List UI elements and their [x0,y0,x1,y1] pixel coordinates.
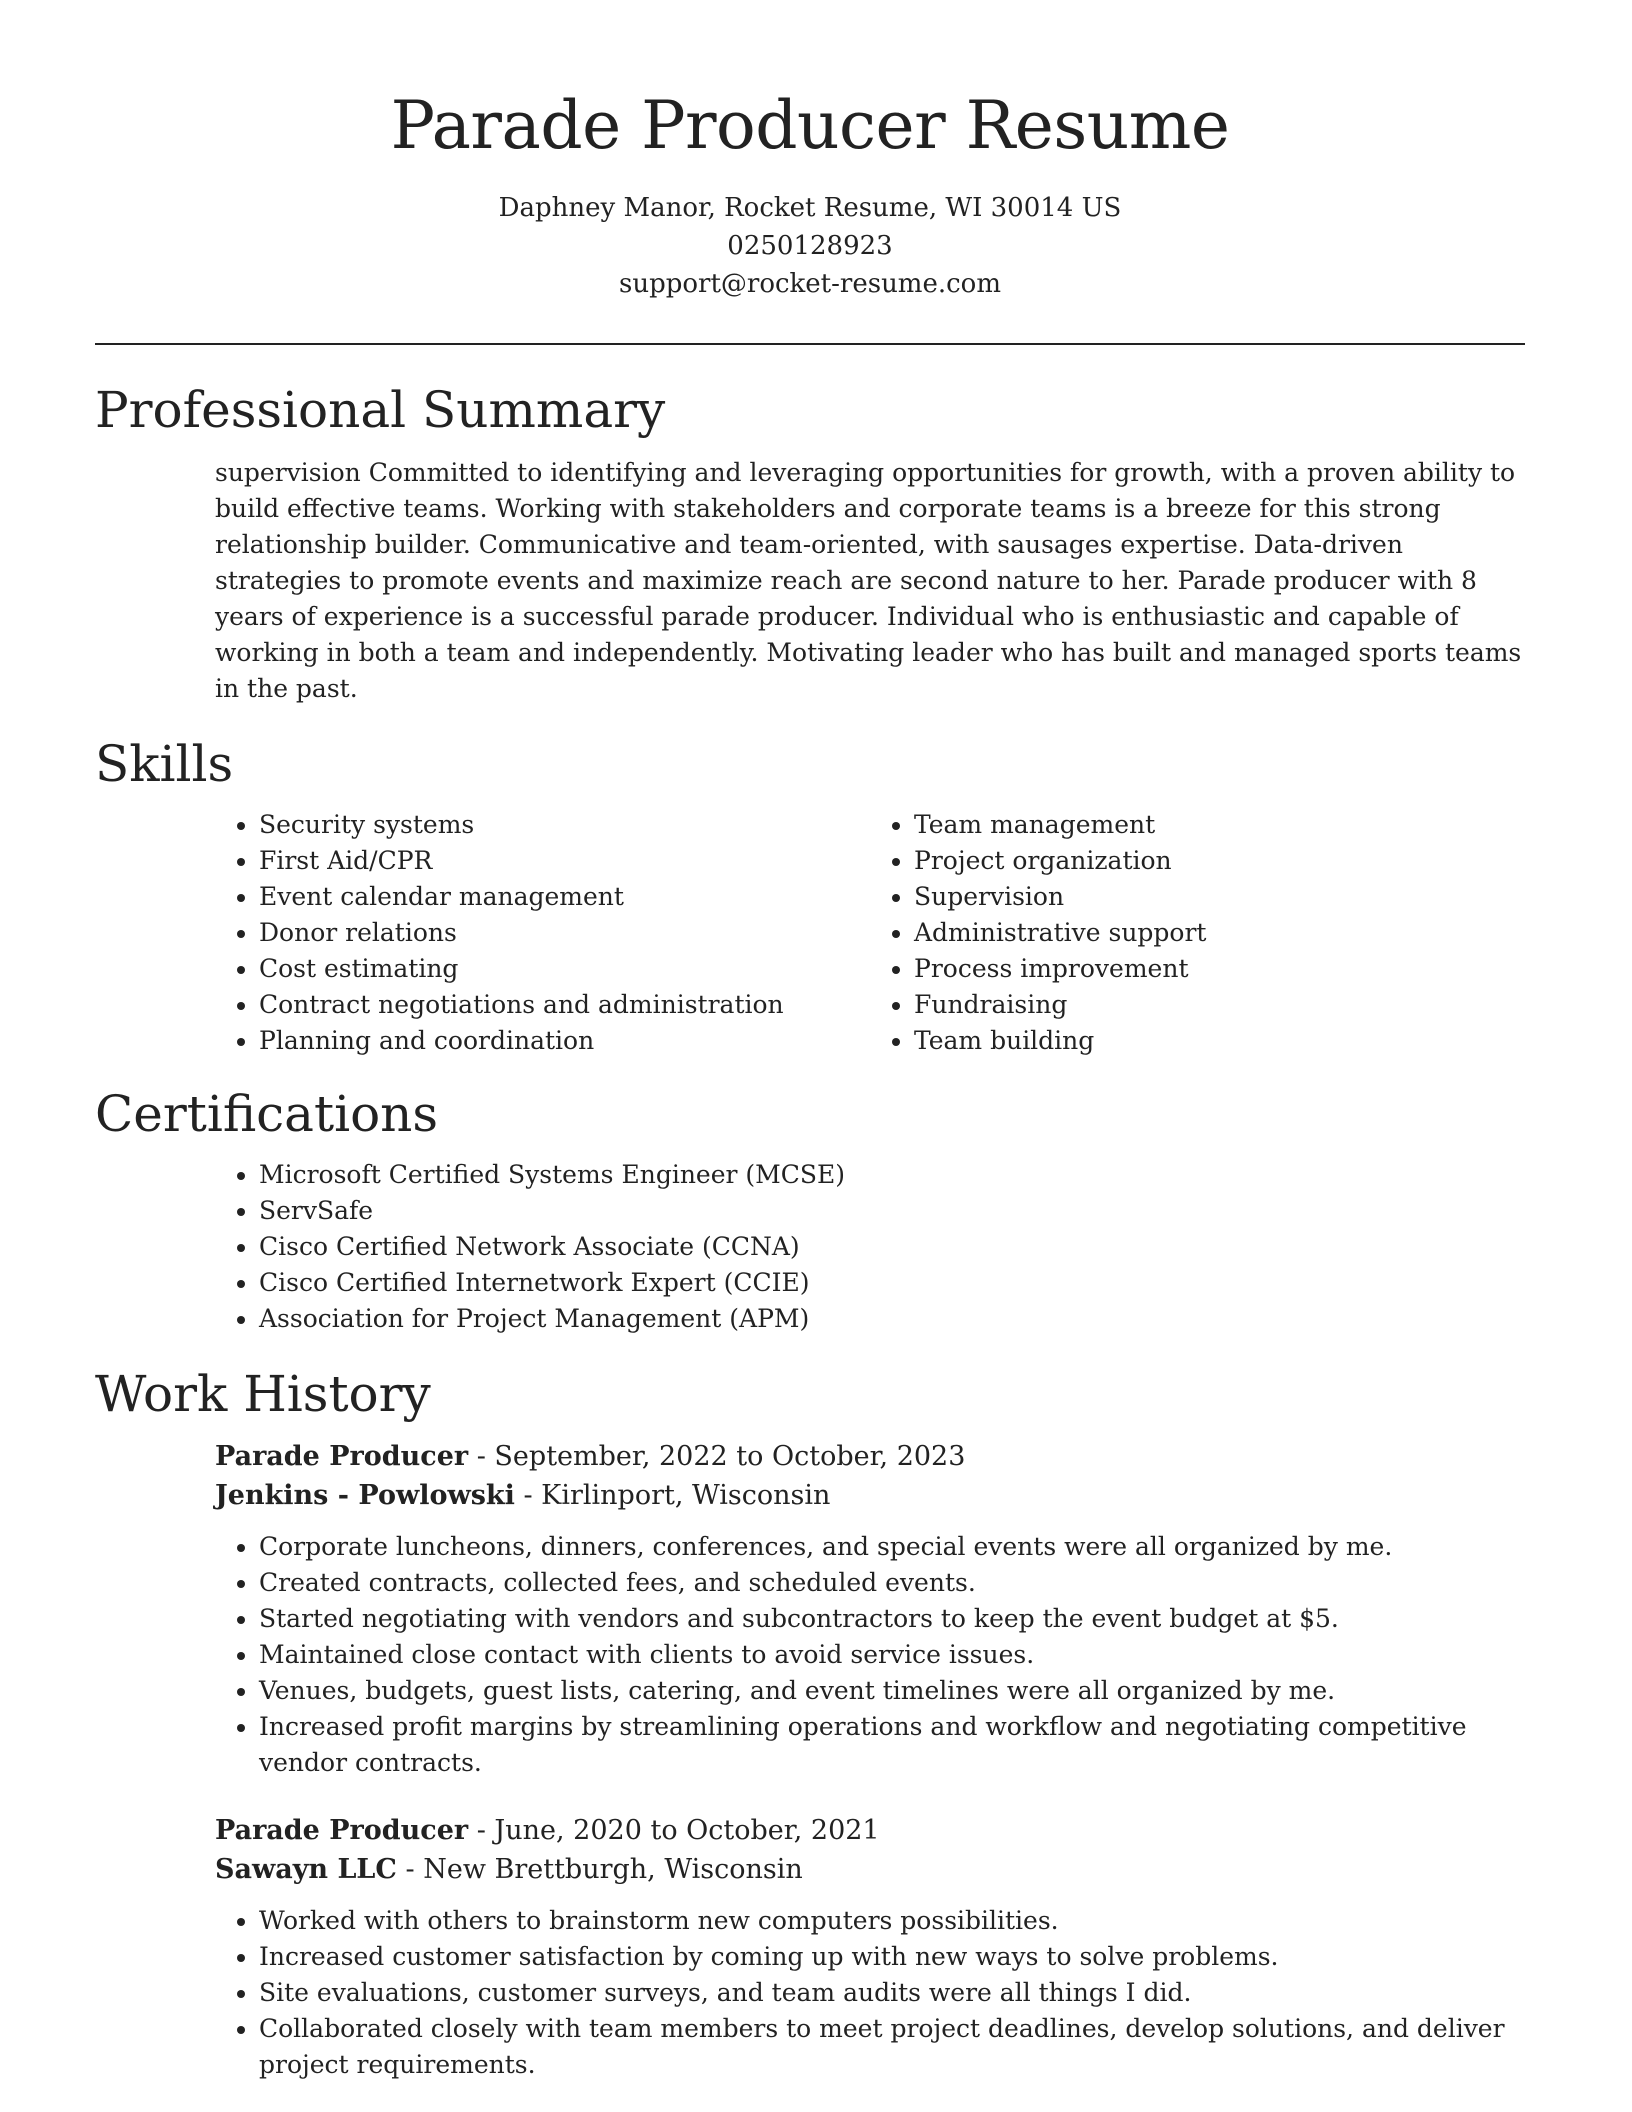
job-duty-item: • Worked with others to brainstorm new computers possibilities. [259,1903,1525,1939]
job-location: - New Brettburgh, Wisconsin [396,1854,803,1885]
job-company-line [215,1476,1525,1515]
job-dates: - September, 2022 to October, 2023 [468,1441,966,1472]
contact-email: support@rocket-resume.com [618,269,1001,299]
contact-address: Daphney Manor, Rocket Resume, WI 30014 US [498,193,1122,223]
header-divider [95,343,1525,345]
job-duty-item: • Venues, budgets, guest lists, catering, and event timelines were all organized by me. [259,1673,1525,1709]
job-entry [215,1811,1525,2083]
certification-item: • ServSafe [259,1193,1525,1229]
skills-list-right [870,807,1525,1059]
work-history-heading: Work History [95,1365,431,1423]
resume-header [95,0,1525,303]
skill-item: • Event calendar management [259,879,870,915]
certifications-heading: Certifications [95,1085,439,1143]
contact-phone: 0250128923 [727,231,893,261]
skill-item: • Supervision [914,879,1525,915]
certification-item: • Cisco Certified Internetwork Expert (CCIE) [259,1265,1525,1301]
skills-heading: Skills [95,735,234,793]
certification-item: • Association for Project Management (APM) [259,1301,1525,1337]
certification-item: • Microsoft Certified Systems Engineer (MCSE) [259,1157,1525,1193]
work-history-section [95,1363,1525,2083]
job-title-line [215,1437,1525,1476]
job-dates: - June, 2020 to October, 2021 [468,1815,880,1846]
job-duty-item: • Started negotiating with vendors and subcontractors to keep the event budget at $5. [259,1601,1525,1637]
job-title: Parade Producer [215,1815,469,1846]
job-duty-item: • Increased customer satisfaction by coming up with new ways to solve problems. [259,1939,1525,1975]
resume-page [95,0,1525,2083]
skill-item: • Administrative support [914,915,1525,951]
contact-info [95,189,1525,303]
skill-item: • Process improvement [914,951,1525,987]
summary-section [95,379,1525,707]
skills-list-left [215,807,870,1059]
skill-item: • Team building [914,1023,1525,1059]
certifications-section [95,1083,1525,1337]
job-location: - Kirlinport, Wisconsin [514,1480,831,1511]
skills-columns [215,807,1525,1059]
job-duty-item: • Corporate luncheons, dinners, conferences, and special events were all organized by me. [259,1529,1525,1565]
job-company-line [215,1850,1525,1889]
page-title: Parade Producer Resume [390,87,1230,164]
skill-item: • Security systems [259,807,870,843]
job-duties-list [215,1529,1525,1781]
skill-item: • Contract negotiations and administration [259,987,870,1023]
skill-item: • Planning and coordination [259,1023,870,1059]
summary-heading: Professional Summary [95,381,666,439]
skill-item: • Team management [914,807,1525,843]
skills-section [95,733,1525,1059]
job-duty-item: • Increased profit margins by streamlining operations and workflow and negotiating competitive vendor contracts. [259,1709,1525,1781]
certification-item: • Cisco Certified Network Associate (CCNA) [259,1229,1525,1265]
job-title-line [215,1811,1525,1850]
certifications-list [215,1157,1525,1337]
skill-item: • Fundraising [914,987,1525,1023]
job-company: Sawayn LLC [215,1854,397,1885]
job-company: Jenkins - Powlowski [215,1480,515,1511]
job-title: Parade Producer [215,1441,469,1472]
job-duty-item: • Collaborated closely with team members to meet project deadlines, develop solutions, and deliver project requirements. [259,2011,1525,2083]
summary-text: supervision Committed to identifying and leveraging opportunities for growth, with a proven ability to build effective teams. Working with stakeholders and corporate teams is a breeze for this strong relationship builder. Communicative and team-oriented, with sausages expertise. Data-driven strategies to promote events and maximize reach are second nature to her. Parade producer with 8 years of experience is a successful parade producer. Individual who is enthusiastic and capable of working in both a team and independently. Motivating leader who has built and managed sports teams in the past. [215,458,1522,703]
job-duty-item: • Site evaluations, customer surveys, and team audits were all things I did. [259,1975,1525,2011]
skill-item: • Project organization [914,843,1525,879]
job-duty-item: • Created contracts, collected fees, and scheduled events. [259,1565,1525,1601]
skill-item: • First Aid/CPR [259,843,870,879]
job-duty-item: • Maintained close contact with clients to avoid service issues. [259,1637,1525,1673]
skill-item: • Donor relations [259,915,870,951]
job-duties-list [215,1903,1525,2083]
job-entry [215,1437,1525,1781]
skill-item: • Cost estimating [259,951,870,987]
